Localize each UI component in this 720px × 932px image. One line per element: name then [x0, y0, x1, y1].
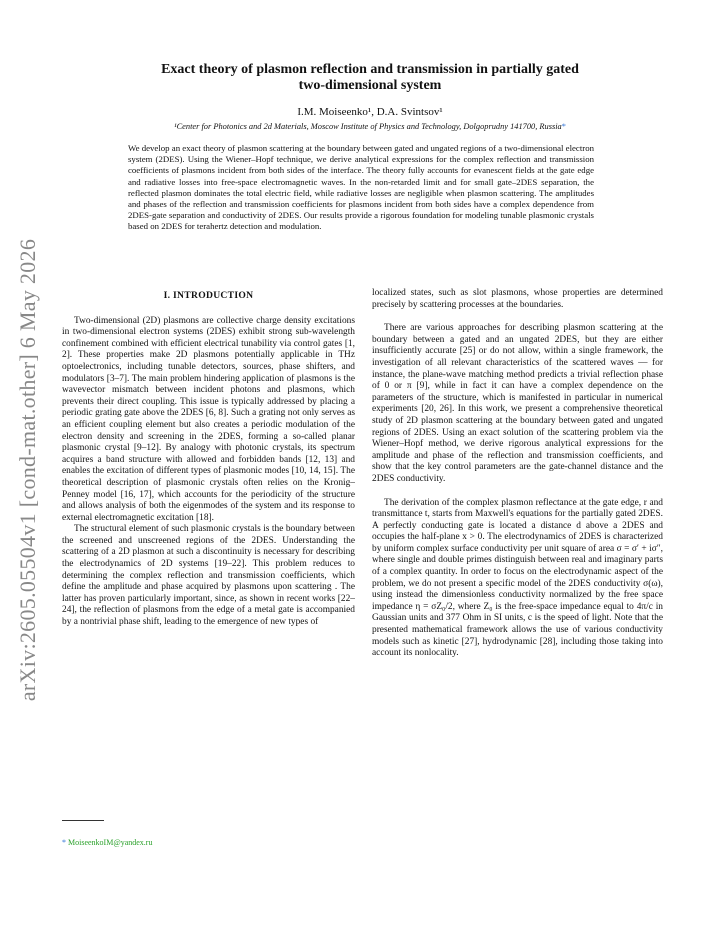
title-line-2: two-dimensional system	[298, 78, 442, 93]
paragraph: Two-dimensional (2D) plasmons are collective charge density excitations in two-dimensional electron systems (2DES) exhibit strong sub-wavelength confinement combined with efficient electrical tunability via control gates [1, 2]. These properties make 2D plasmons potentially applicable in THz optoelectronics, including tunable detectors, sources, phase shifters, and modulators [3–7]. The main problem hindering application of plasmons is the wavevector mismatch between incident photons and plasmons, which prevents their direct coupling. This issue is typically addressed by placing a periodic grating gate above the 2DES [6, 8]. Such a grating not only serves as an efficient coupling element but also creates a periodic modulation of the electron density and screening in the 2DES, forming a so-called planar plasmonic crystal [9–12]. By analogy with photonic crystals, its spectrum acquires a band structure with allowed and forbidden bands [12, 13] and enables the excitation of different types of plasmonic modes [10, 14, 15]. The theoretical description of plasmonic crystals often relies on the Kronig–Penney model [16, 17], which accounts for the periodicity of the structure and allows analysis of both the eigenmodes of the system and its response to external electromagnetic excitation [18].	[62, 315, 355, 523]
paragraph: The structural element of such plasmonic crystals is the boundary between the screened and unscreened regions of the 2DES. Understanding the scattering of a 2D plasmon at such a discontinuity is necessary for describing the electrodynamics of 2D systems [19–22]. This problem reduces to determining the complex reflection and transmission coefficients, which define the amplitude and phase acquired by plasmons upon scattering . The latter has proven particularly important, since, as shown in recent works [22–24], the reflection of plasmons from the edge of a metal gate is accompanied by a nontrivial phase shift, leading to the emergence of new types of	[62, 524, 355, 628]
abstract: We develop an exact theory of plasmon scattering at the boundary between gated and ungated regions of a two-dimensional electron system (2DES). Using the Wiener–Hopf technique, we derive analytical expressions for the complex reflection and transmission coefficients of plasmons incident from both sides of the interface. The theory fully accounts for evanescent fields at the gate edge and radiative losses into free-space electromagnetic waves. In the non-retarded limit and for small gate–2DES separation, the reflected plasmon dominates the total electric field, while radiative losses are negligible when plasmon scattering. The amplitudes and phases of the reflection and transmission coefficients for plasmons incident from both sides have a complex dependence from 2DES-gate separation and conductivity of 2DES. Our results provide a rigorous foundation for modeling tunable plasmonic crystals based on 2DES for terahertz detection and modulation.	[128, 143, 594, 232]
title-line-1: Exact theory of plasmon reflection and transmission in partially gated	[161, 62, 579, 77]
footnote-divider	[62, 820, 104, 821]
left-column	[62, 288, 355, 629]
affiliation-mark[interactable]: *	[561, 122, 566, 131]
paragraph: The derivation of the complex plasmon reflectance at the gate edge, r and transmittance t, starts from Maxwell's equations for the partially gated 2DES. A perfectly conducting gate is located a distance d above a 2DES and occupies the half-plane x > 0. The electrodynamics of 2DES is characterized by uniform complex surface conductivity per unit square of area σ = σ′ + iσ″, where single and double primes distinguish between real and imaginary parts of a complex quantity. In order to focus on the electrodynamic aspect of the problem, we do not present a specific model of the 2DES conductivity σ(ω), using instead the dimensionless conductivity normalized by the free space impedance η = σZ₀/2, where Z₀ is the free-space impedance equal to 4π/c in Gaussian units and 377 Ohm in SI units, c is the speed of light. Note that the presented mathematical framework allows the use of various conductivity models such as kinetic [27], hydrodynamic [28], including those taking into account its nonlocality.	[372, 497, 663, 659]
right-column	[372, 288, 663, 660]
paragraph: localized states, such as slot plasmons, whose properties are determined precisely by scattering processes at the boundaries.	[372, 288, 663, 310]
footnote-mark: *	[62, 838, 66, 847]
author-list: I.M. Moiseenko¹, D.A. Svintsov¹	[297, 106, 443, 118]
affiliation	[70, 122, 670, 131]
paragraph: There are various approaches for describing plasmon scattering at the boundary between a gated and an ungated 2DES, but they are either insufficiently accurate [25] or do not allow, within a single framework, the investigation of all relevant characteristics of the scattered waves — for instance, the plane-wave matching method predicts a trivial reflection phase of 0 or π [9], while in fact it can have a complex dependence on the parameters of the structure, which is manifested in particular in numerical experiments [20, 26]. In this work, we present a comprehensive theoretical study of 2D plasmon scattering at the boundary between gated and ungated regions of 2DES. Using an exact solution of the scattering problem via the Wiener–Hopf method, we derive rigorous analytical expressions for the amplitude and phase of the reflection and transmission coefficients, and show that the key control parameters are the gate-channel distance and the 2DES conductivity.	[372, 323, 663, 484]
paper-title	[90, 62, 650, 94]
section-heading-introduction: I. INTRODUCTION	[163, 290, 254, 301]
footnote-email-link[interactable]: MoiseenkoIM@yandex.ru	[68, 838, 153, 847]
arxiv-identifier	[8, 190, 48, 750]
arxiv-identifier-text: arXiv:2605.05504v1 [cond-mat.other] 6 May 2026	[15, 238, 40, 702]
affiliation-text: ¹Center for Photonics and 2d Materials, Moscow Institute of Physics and Technology, Dolgoprudny 141700, Russia	[174, 122, 562, 131]
footnote	[62, 838, 152, 847]
